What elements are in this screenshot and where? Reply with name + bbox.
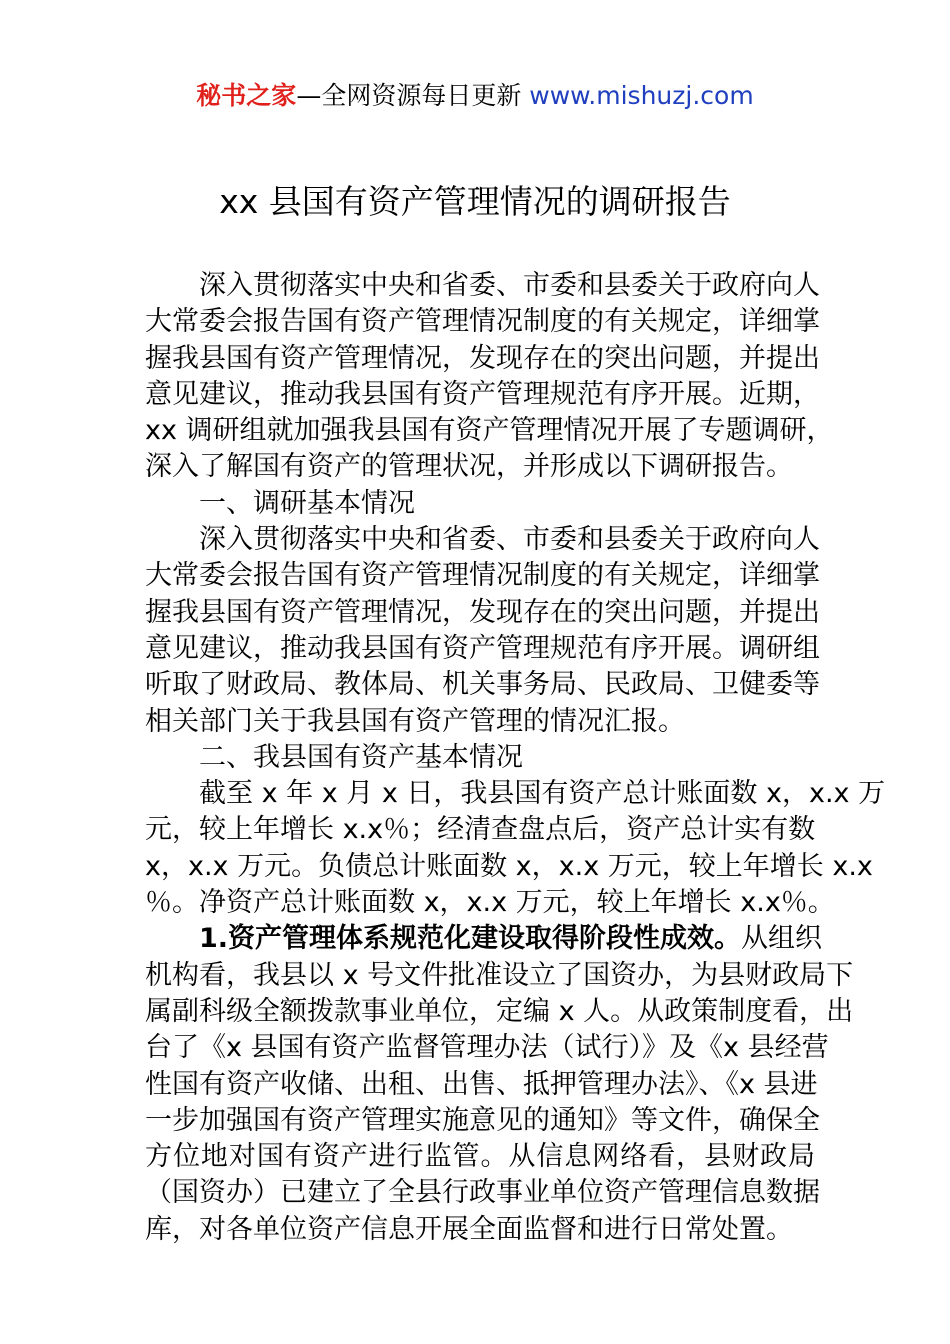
text-line: 深入贯彻落实中央和省委、市委和县委关于政府向人 [199, 524, 820, 556]
bold-subheading: 1.资产管理体系规范化建设取得阶段性成效。 [199, 923, 742, 955]
site-tagline: —全网资源每日更新 [296, 81, 530, 110]
text-line: （国资办）已建立了全县行政事业单位资产管理信息数据 [145, 1177, 820, 1209]
text-line: 元，较上年增长 x.x％；经清查盘点后，资产总计实有数 [145, 814, 816, 846]
text-line: 台了《x 县国有资产监督管理办法（试行）》及《x 县经营 [145, 1032, 829, 1064]
text-line: 机构看，我县以 x 号文件批准设立了国资办，为县财政局下 [145, 959, 854, 991]
text-line: 一步加强国有资产管理实施意见的通知》等文件，确保全 [145, 1104, 820, 1136]
site-brand: 秘书之家 [196, 81, 297, 110]
text-line: 意见建议，推动我县国有资产管理规范有序开展。调研组 [145, 632, 820, 664]
text-line: 握我县国有资产管理情况，发现存在的突出问题，并提出 [145, 342, 820, 374]
text-line: 意见建议，推动我县国有资产管理规范有序开展。近期， [145, 378, 820, 410]
text-line: 深入贯彻落实中央和省委、市委和县委关于政府向人 [199, 270, 820, 301]
site-url-link[interactable]: www.mishuzj.com [529, 81, 754, 110]
section-heading: 二、我县国有资产基本情况 [199, 741, 523, 773]
section-heading: 一、调研基本情况 [199, 487, 415, 519]
document-title: xx 县国有资产管理情况的调研报告 [219, 182, 731, 221]
text-line: xx 调研组就加强我县国有资产管理情况开展了专题调研， [145, 415, 834, 447]
text-line: 性国有资产收储、出租、出售、抵押管理办法》、《x 县进 [145, 1068, 818, 1100]
text-line: 听取了财政局、教体局、机关事务局、民政局、卫健委等 [145, 669, 820, 701]
text-line: 库，对各单位资产信息开展全面监督和进行日常处置。 [145, 1213, 793, 1245]
site-header [0, 78, 950, 114]
text-line: 相关部门关于我县国有资产管理的情况汇报。 [145, 705, 685, 737]
text-line: 大常委会报告国有资产管理情况制度的有关规定，详细掌 [145, 306, 820, 338]
text-line: x，x.x 万元。负债总计账面数 x，x.x 万元，较上年增长 x.x [145, 850, 873, 882]
text-line: 方位地对国有资产进行监管。从信息网络看，县财政局 [145, 1141, 815, 1173]
text-line: 握我县国有资产管理情况，发现存在的突出问题，并提出 [145, 596, 820, 628]
text-line: 截至 x 年 x 月 x 日，我县国有资产总计账面数 x，x.x 万 [199, 778, 886, 810]
text-line: 大常委会报告国有资产管理情况制度的有关规定，详细掌 [145, 560, 820, 592]
text-line: ％。净资产总计账面数 x，x.x 万元，较上年增长 x.x％。 [145, 887, 835, 919]
text-line: 深入了解国有资产的管理状况，并形成以下调研报告。 [145, 451, 793, 483]
text-line: 属副科级全额拨款事业单位，定编 x 人。从政策制度看，出 [145, 995, 854, 1027]
text-line: 1.资产管理体系规范化建设取得阶段性成效。从组织 [199, 923, 823, 955]
document-body [145, 268, 886, 1248]
